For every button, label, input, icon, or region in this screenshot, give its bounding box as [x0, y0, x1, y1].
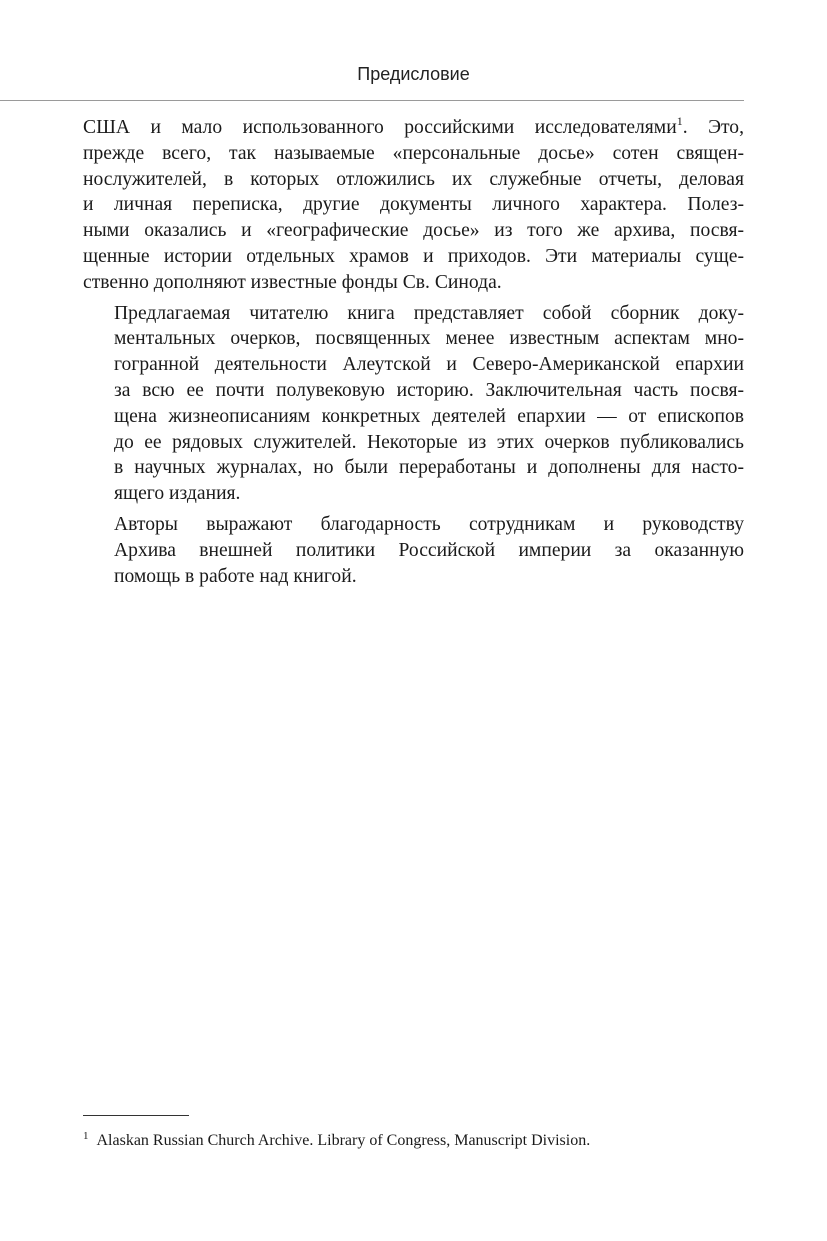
header-rule	[0, 100, 744, 101]
footnote-number: 1	[83, 1130, 89, 1142]
text-line: нослужителей, в которых отложились их служебные отчеты, деловая	[83, 168, 744, 190]
running-header-title: Предисловие	[357, 64, 470, 84]
footnote-text: Alaskan Russian Church Archive. Library of Congress, Manuscript Division.	[96, 1132, 591, 1149]
text-line: Авторы выражают благодарность сотрудникам и руководству	[114, 513, 744, 535]
text-line: до ее рядовых служителей. Некоторые из этих очерков публиковались	[114, 431, 744, 453]
text-segment: . Это,	[682, 117, 745, 138]
text-line: Предлагаемая читателю книга представляет собой сборник доку-	[114, 302, 744, 324]
text-line: помощь в работе над книгой.	[114, 565, 357, 587]
footnote	[83, 1126, 744, 1151]
paragraph-2	[83, 301, 744, 507]
main-text	[83, 115, 744, 589]
paragraph-1	[83, 115, 744, 296]
text-line: ными оказались и «географические досье» из того же архива, посвя-	[83, 220, 744, 242]
text-line: ментальных очерков, посвященных менее известным аспектам мно-	[114, 328, 744, 350]
text-line: в научных журналах, но были переработаны и дополнены для насто-	[114, 457, 744, 479]
text-line: ящего издания.	[114, 483, 241, 505]
text-line: и личная переписка, другие документы личного характера. Полез-	[83, 194, 744, 216]
text-line: Архива внешней политики Российской империи за оказанную	[114, 539, 744, 561]
text-line: прежде всего, так называемые «персональные досье» сотен священ-	[83, 142, 744, 164]
text-line	[83, 115, 744, 141]
text-line: щенные истории отдельных храмов и приходов. Эти материалы суще-	[83, 245, 744, 267]
text-line: гогранной деятельности Алеутской и Северо-Американской епархии	[114, 354, 744, 376]
paragraph-3	[83, 512, 744, 589]
text-line: ственно дополняют известные фонды Св. Синода.	[83, 271, 502, 293]
footnote-rule	[83, 1115, 189, 1116]
text-line: за всю ее почти полувековую историю. Заключительная часть посвя-	[114, 379, 744, 401]
text-segment: США и мало использованного российскими исследователями	[83, 117, 677, 138]
text-line: щена жизнеописаниям конкретных деятелей епархии — от епископов	[114, 405, 744, 427]
footnote-reference[interactable]: 1	[676, 114, 683, 128]
